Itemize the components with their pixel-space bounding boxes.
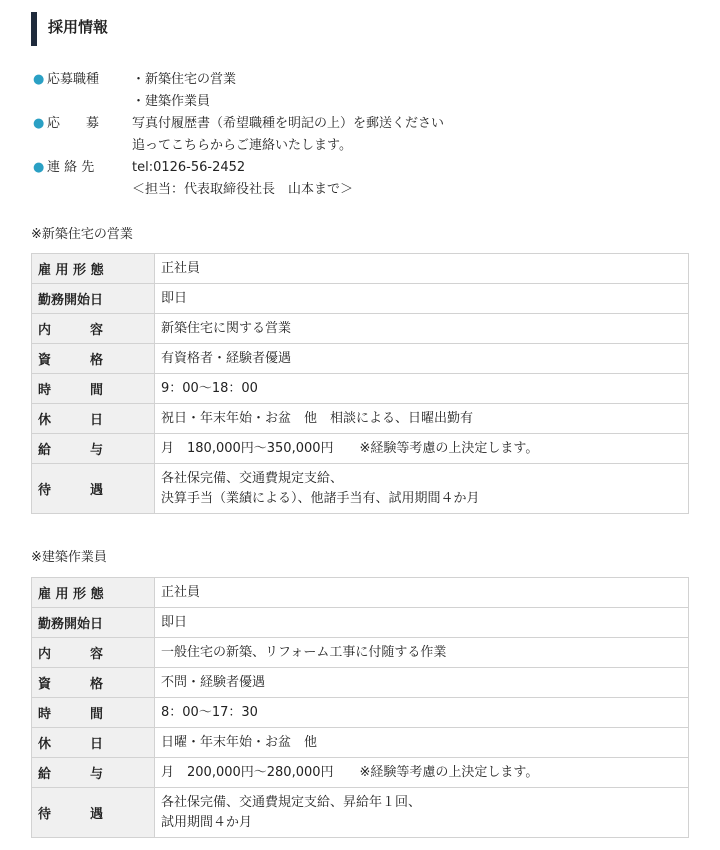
- row-label: 待 遇: [32, 788, 155, 838]
- info-row-contact: [33, 157, 693, 179]
- row-value: 月 200,000円～280,000円 ※経験等考慮の上決定します。: [155, 758, 689, 788]
- info-value: 追ってこちらからご連絡いたします。: [132, 138, 352, 153]
- row-value: 各社保完備、交通費規定支給、 決算手当（業績による）、他諸手当有、試用期間４か月: [155, 464, 689, 514]
- row-value: 月 180,000円～350,000円 ※経験等考慮の上決定します。: [155, 434, 689, 464]
- info-value: 写真付履歴書（希望職種を明記の上）を郵送ください: [132, 116, 445, 131]
- row-value: 9：00～18：00: [155, 374, 689, 404]
- table-row: [32, 788, 689, 838]
- row-value: 有資格者・経験者優遇: [155, 344, 689, 374]
- info-value: ・新築住宅の営業: [132, 72, 237, 87]
- info-row-position: [33, 69, 693, 91]
- row-label: 待 遇: [32, 464, 155, 514]
- section-title-construction: ※建築作業員: [31, 550, 107, 565]
- phone-link[interactable]: tel:0126-56-2452: [132, 160, 246, 175]
- table-row: [32, 698, 689, 728]
- table-row: [32, 728, 689, 758]
- row-value: 不問・経験者優遇: [155, 668, 689, 698]
- info-value: ＜担当：代表取締役社長 山本まで＞: [132, 182, 354, 197]
- construction-conditions-table: [31, 577, 689, 838]
- table-row: [32, 464, 689, 514]
- table-row: [32, 344, 689, 374]
- table-row: [32, 758, 689, 788]
- info-label: 応募職種: [47, 72, 100, 87]
- bullet-icon: ●: [33, 160, 45, 175]
- info-row-contact-cont: [33, 179, 693, 201]
- info-row-position-cont: [33, 91, 693, 113]
- sales-conditions-table: [31, 253, 689, 514]
- row-value: 即日: [155, 608, 689, 638]
- row-label: 勤務開始日: [32, 284, 155, 314]
- row-label: 休 日: [32, 728, 155, 758]
- row-value: 日曜・年末年始・お盆 他: [155, 728, 689, 758]
- table-row: [32, 434, 689, 464]
- row-value: 新築住宅に関する営業: [155, 314, 689, 344]
- bullet-icon: ●: [33, 116, 45, 131]
- info-row-apply: [33, 113, 693, 135]
- info-row-apply-cont: [33, 135, 693, 157]
- table-row: [32, 404, 689, 434]
- row-label: 給 与: [32, 758, 155, 788]
- row-value: 正社員: [155, 578, 689, 608]
- row-label: 資 格: [32, 344, 155, 374]
- table-row: [32, 668, 689, 698]
- bullet-icon: ●: [33, 72, 45, 87]
- row-label: 資 格: [32, 668, 155, 698]
- table-row: [32, 638, 689, 668]
- table-row: [32, 314, 689, 344]
- row-label: 勤務開始日: [32, 608, 155, 638]
- section-title-sales: ※新築住宅の営業: [31, 227, 133, 242]
- row-value: 各社保完備、交通費規定支給、昇給年１回、 試用期間４か月: [155, 788, 689, 838]
- row-value: 8：00～17：30: [155, 698, 689, 728]
- row-value: 祝日・年末年始・お盆 他 相談による、日曜出勤有: [155, 404, 689, 434]
- row-label: 時 間: [32, 698, 155, 728]
- page-title: 採用情報: [31, 12, 108, 46]
- row-label: 雇 用 形 態: [32, 578, 155, 608]
- row-label: 時 間: [32, 374, 155, 404]
- row-label: 休 日: [32, 404, 155, 434]
- info-value: ・建築作業員: [132, 94, 211, 109]
- table-row: [32, 578, 689, 608]
- row-value: 即日: [155, 284, 689, 314]
- recruit-summary: [33, 69, 693, 201]
- row-label: 内 容: [32, 314, 155, 344]
- table-row: [32, 284, 689, 314]
- row-value: 一般住宅の新築、リフォーム工事に付随する作業: [155, 638, 689, 668]
- row-label: 雇 用 形 態: [32, 254, 155, 284]
- table-row: [32, 608, 689, 638]
- table-row: [32, 254, 689, 284]
- table-row: [32, 374, 689, 404]
- info-label: 応 募: [47, 116, 100, 131]
- row-label: 内 容: [32, 638, 155, 668]
- row-label: 給 与: [32, 434, 155, 464]
- row-value: 正社員: [155, 254, 689, 284]
- info-label: 連 絡 先: [47, 160, 95, 175]
